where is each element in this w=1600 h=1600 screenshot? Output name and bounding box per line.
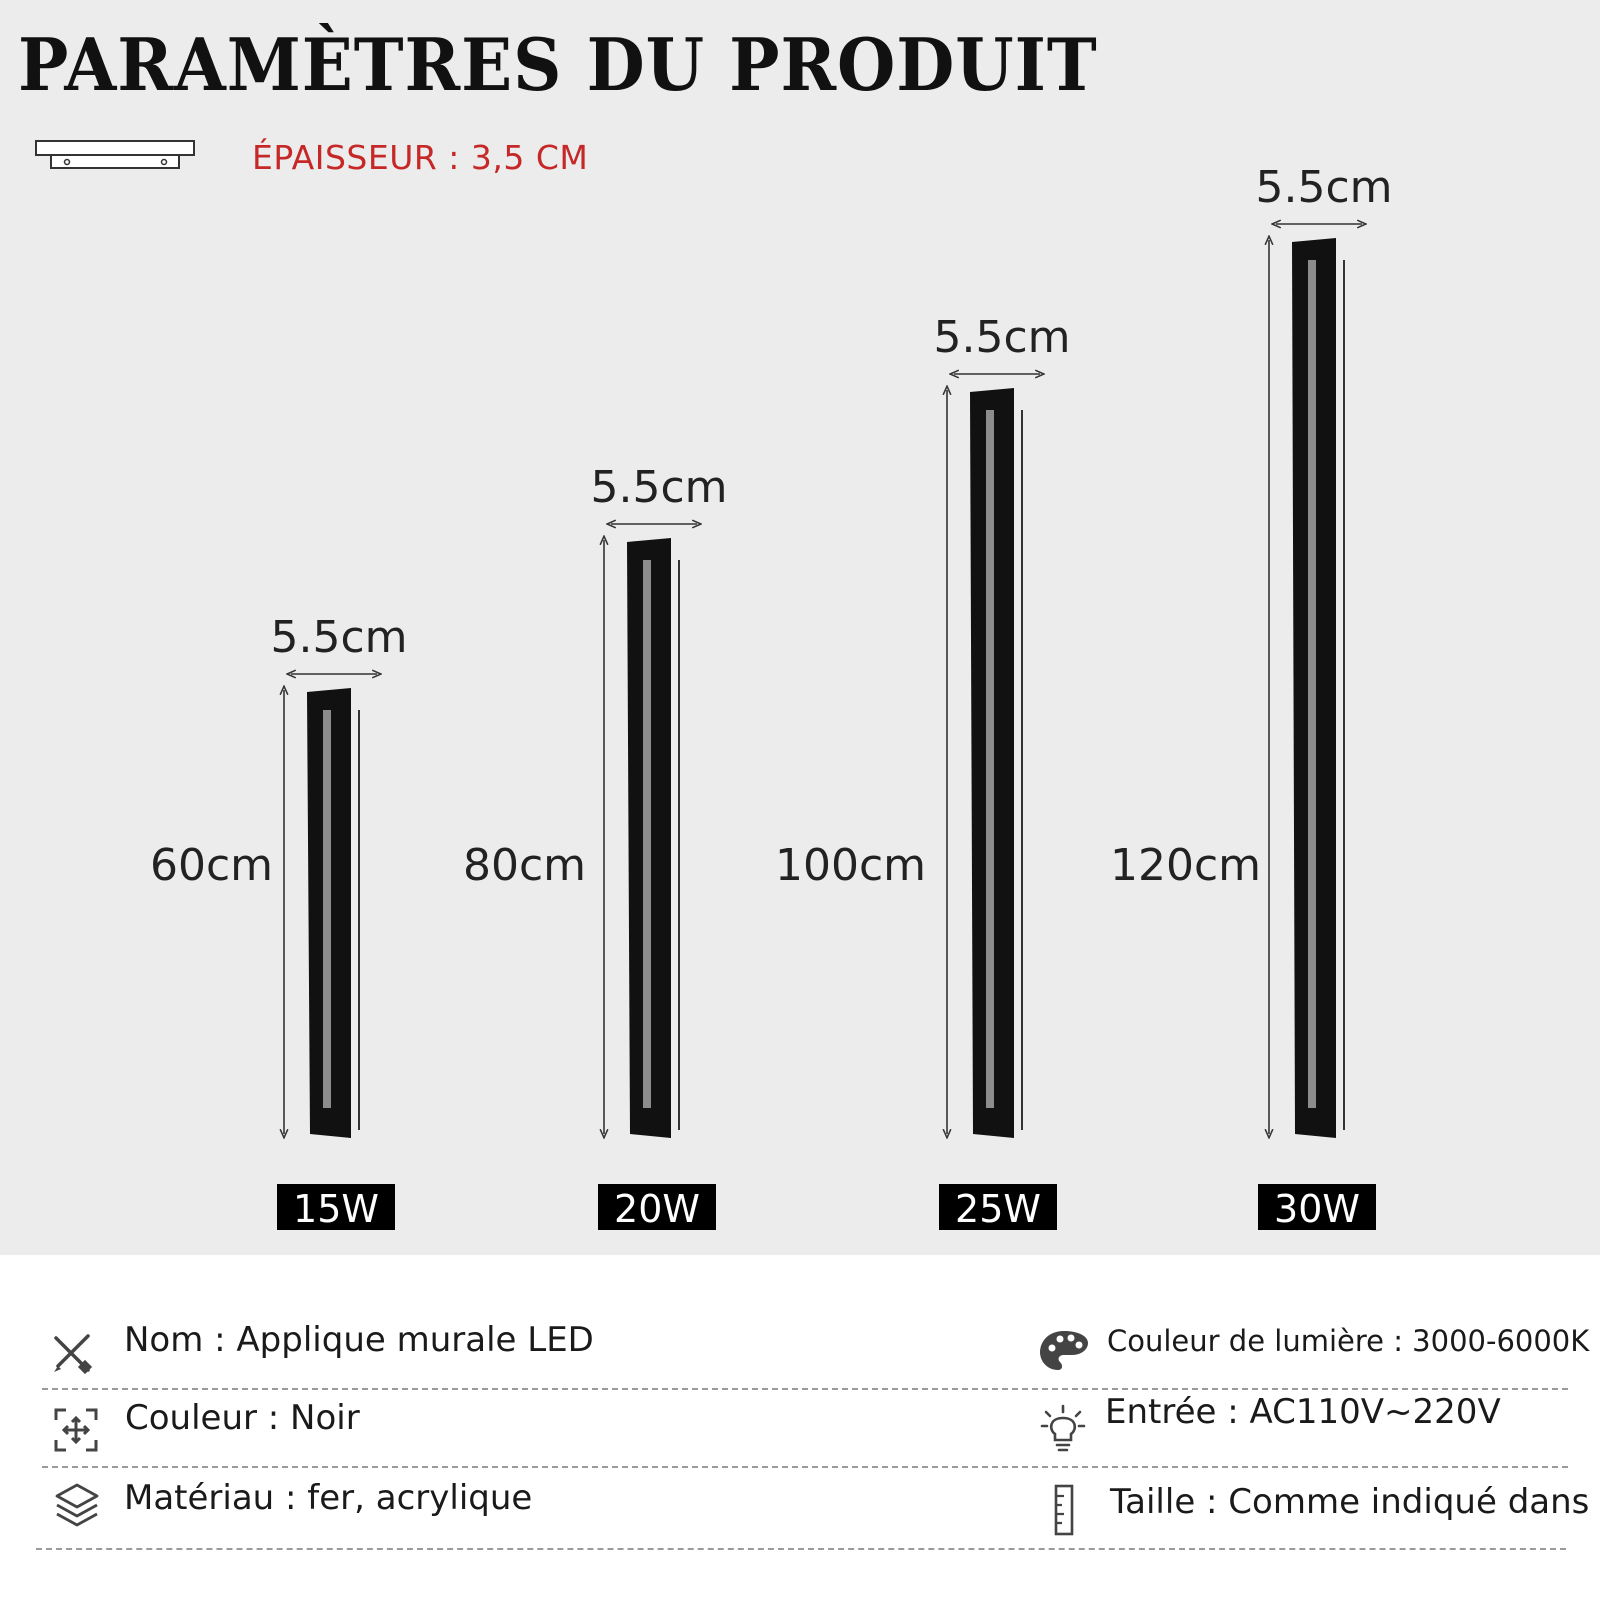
- spec-material: Matériau : fer, acrylique: [124, 1478, 533, 1518]
- lamp-group-2: [463, 462, 728, 1231]
- power-label: 25W: [955, 1187, 1041, 1231]
- height-label: 100cm: [775, 840, 927, 891]
- pencil-ruler-icon: [50, 1330, 96, 1376]
- power-label: 15W: [293, 1187, 379, 1231]
- spec-color: Couleur : Noir: [125, 1398, 360, 1438]
- light-bulb-icon: [1040, 1404, 1086, 1454]
- width-label: 5.5cm: [1255, 162, 1393, 213]
- lamp-group-3: [775, 312, 1071, 1231]
- divider: [36, 1548, 1566, 1550]
- spec-name: Nom : Applique murale LED: [124, 1320, 594, 1360]
- ruler-icon: [1052, 1484, 1076, 1536]
- thickness-label: ÉPAISSEUR : 3,5 CM: [252, 138, 589, 177]
- palette-icon: [1038, 1328, 1090, 1374]
- lamp-light-strip: [323, 710, 331, 1108]
- lamp-light-strip: [1308, 260, 1316, 1108]
- lamp-group-1: [150, 612, 408, 1231]
- height-label: 120cm: [1110, 840, 1262, 891]
- expand-arrows-icon: [52, 1406, 100, 1454]
- spec-input: Entrée : AC110V~220V: [1105, 1392, 1501, 1432]
- height-label: 80cm: [463, 840, 587, 891]
- height-label: 60cm: [150, 840, 274, 891]
- width-label: 5.5cm: [590, 462, 728, 513]
- width-label: 5.5cm: [933, 312, 1071, 363]
- lamp-light-strip: [986, 410, 994, 1108]
- spec-light-color: Couleur de lumière : 3000-6000K: [1107, 1324, 1590, 1358]
- layers-icon: [54, 1482, 100, 1532]
- page-title: PARAMÈTRES DU PRODUIT: [18, 22, 1098, 107]
- spec-size: Taille : Comme indiqué dans: [1110, 1482, 1590, 1522]
- power-label: 30W: [1274, 1187, 1360, 1231]
- lamp-group-4: [1110, 162, 1393, 1231]
- divider: [42, 1466, 1568, 1468]
- width-label: 5.5cm: [270, 612, 408, 663]
- power-label: 20W: [614, 1187, 700, 1231]
- lamp-light-strip: [643, 560, 651, 1108]
- divider: [42, 1388, 1568, 1390]
